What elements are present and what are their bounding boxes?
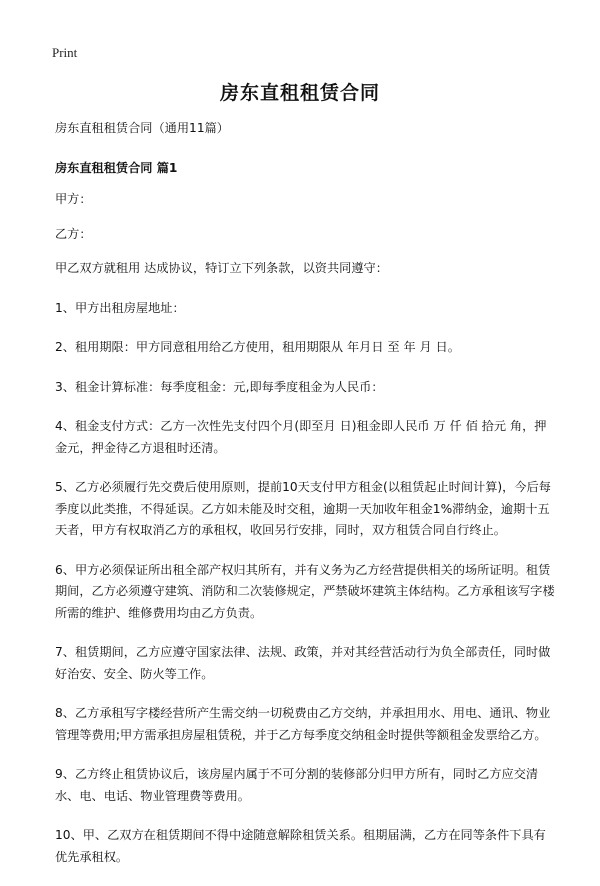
document-body (55, 118, 555, 886)
party-a-line: 甲方： (55, 192, 92, 206)
clause-5: 5、乙方必须履行先交费后使用原则，提前10天支付甲方租金(以租赁起止时间计算)，今后每季度以此类推，不得延误。乙方如未能及时交租，逾期一天加收年租金1%滞纳金，逾期十五天者，甲方有权取消乙方的承租权，收回另行安排，同时，双方租赁合同自行终止。 (55, 480, 551, 537)
print-link[interactable]: Print (52, 45, 78, 60)
party-b-line: 乙方： (55, 226, 92, 241)
clause-1: 1、甲方出租房屋地址： (55, 300, 185, 315)
clause-2: 2、租用期限：甲方同意租用给乙方使用，租用期限从 年月日 至 年 月 日。 (55, 340, 460, 354)
paragraph-intro: 甲乙双方就租用 达成协议，特订立下列条款，以资共同遵守： (55, 261, 388, 275)
section-heading: 房东直租租赁合同 篇1 (55, 160, 178, 175)
document-subtitle: 房东直租租赁合同（通用11篇） (55, 121, 229, 135)
clause-8: 8、乙方承租写字楼经营所产生需交纳一切税费由乙方交纳，并承担用水、用电、通讯、物业管理等费用;甲方需承担房屋租赁税，并于乙方每季度交纳租金时提供等额租金发票给乙方。 (55, 706, 551, 742)
clause-7: 7、租赁期间，乙方应遵守国家法律、法规、政策，并对其经营活动行为负全部责任，同时做好治安、安全、防火等工作。 (55, 645, 551, 681)
clause-9: 9、乙方终止租赁协议后，该房屋内属于不可分割的装修部分归甲方所有，同时乙方应交清水、电、电话、物业管理费等费用。 (55, 767, 539, 803)
clause-4: 4、租金支付方式：乙方一次性先支付四个月(即至月 日)租金即人民币 万 仟 佰 拾元 角，押金元，押金待乙方退租时还清。 (55, 419, 547, 455)
clause-10: 10、甲、乙双方在租赁期间不得中途随意解除租赁关系。租期届满，乙方在同等条件下具有优先承租权。 (55, 828, 546, 864)
page-title: 房东直租租赁合同 (219, 82, 380, 104)
clause-6: 6、甲方必须保证所出租全部产权归其所有，并有义务为乙方经营提供相关的场所证明。租赁期间，乙方必须遵守建筑、消防和二次装修规定，严禁破坏建筑主体结构。乙方承租该写字楼所需的维护、维修费用均由乙方负责。 (55, 562, 555, 620)
clause-3: 3、租金计算标准：每季度租金：元,即每季度租金为人民币： (55, 379, 384, 394)
